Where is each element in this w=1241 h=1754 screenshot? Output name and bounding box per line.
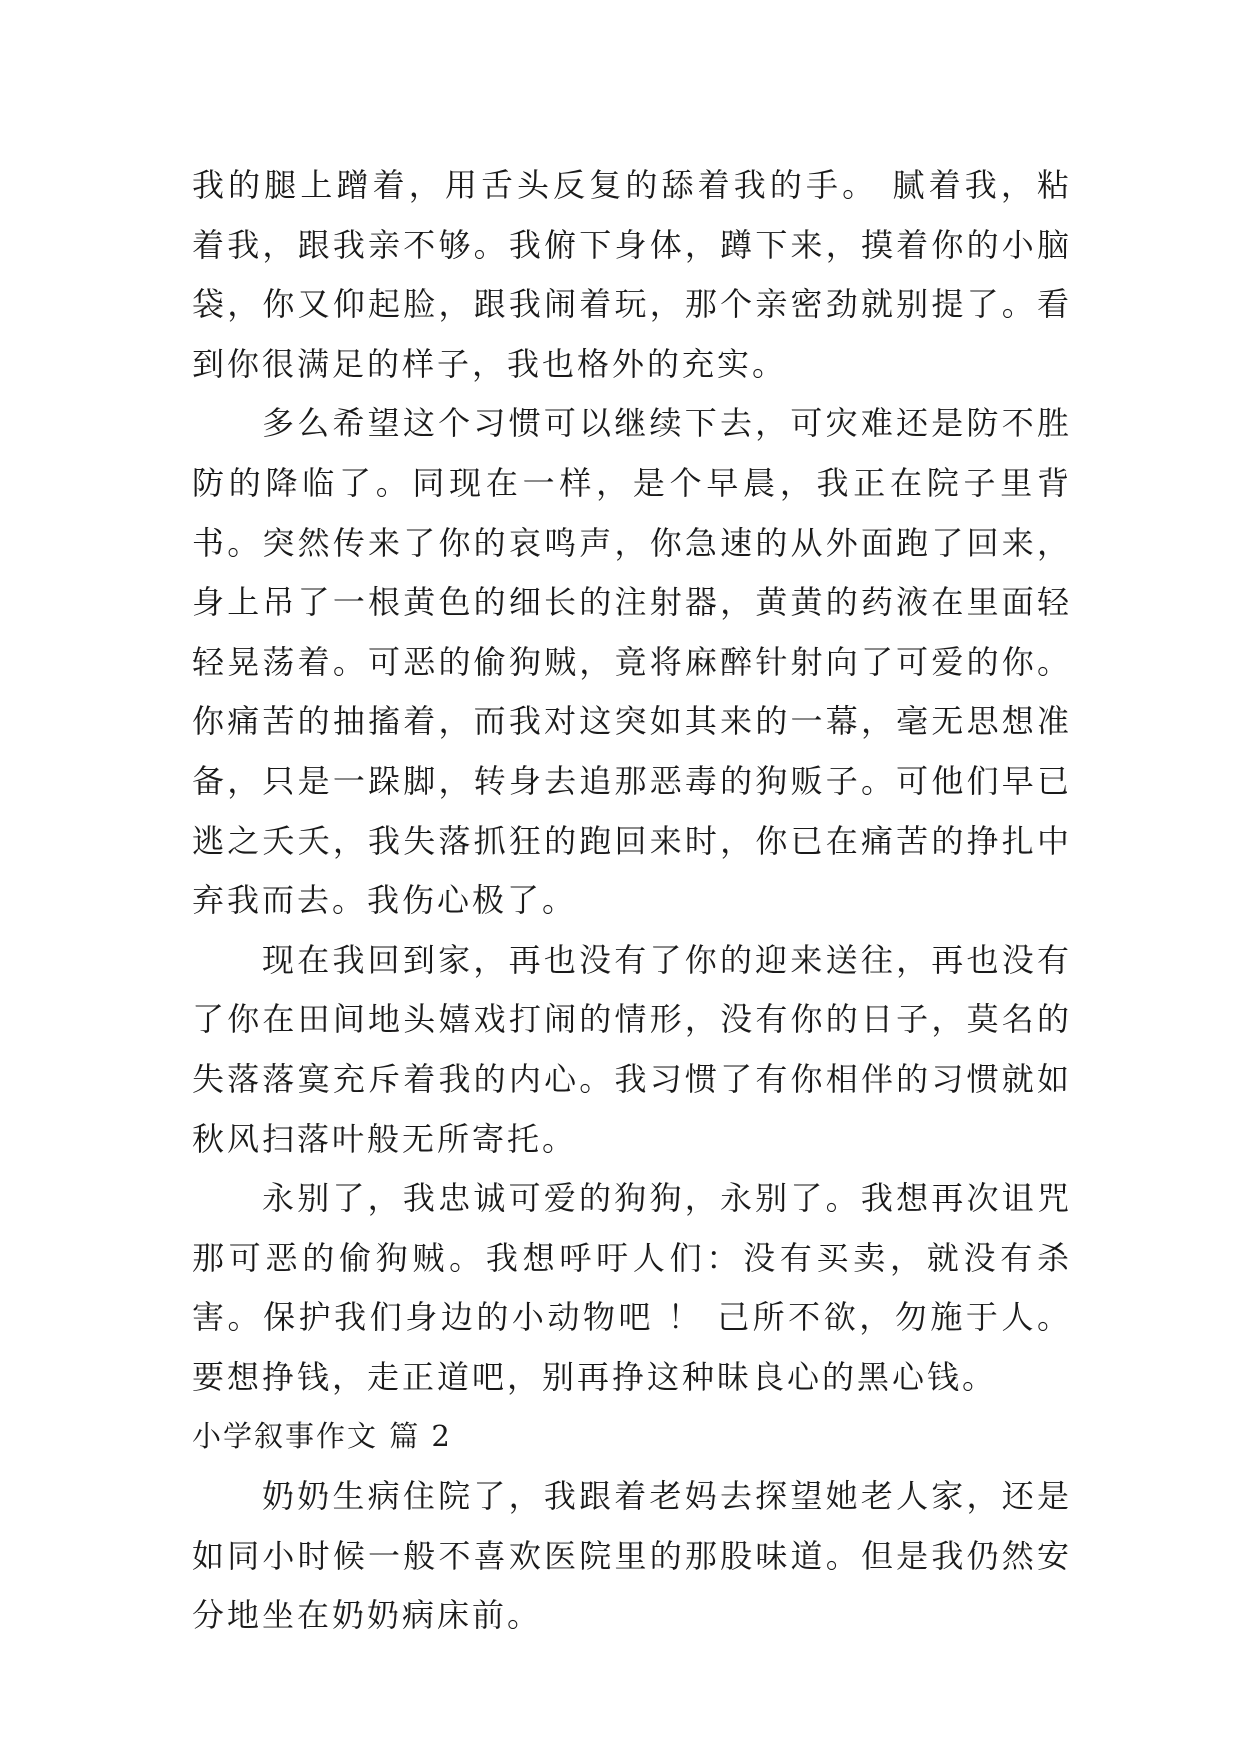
paragraph-missing-dog: 现在我回到家，再也没有了你的迎来送往，再也没有了你在田间地头嬉戏打闹的情形，没有你的日子，莫名的失落落寞充斥着我的内心。我习惯了有你相伴的习惯就如秋风扫落叶般无所寄托。 bbox=[192, 940, 1072, 1158]
section-heading: 小学叙事作文 篇 2 bbox=[192, 1419, 452, 1454]
paragraph-farewell: 永别了，我忠诚可爱的狗狗，永别了。我想再次诅咒那可恶的偷狗贼。我想呼吁人们：没有买卖，就没有杀害。保护我们身边的小动物吧 ！ 己所不欲，勿施于人。要想挣钱，走正道吧，别再挣这种昧良心的黑心钱。 bbox=[192, 1179, 1072, 1396]
paragraph-dog-affection: 我的腿上蹭着，用舌头反复的舔着我的手。 腻着我，粘着我，跟我亲不够。我俯下身体，蹲下来，摸着你的小脑袋，你又仰起脸，跟我闹着玩，那个亲密劲就别提了。看到你很满足的样子，我也格外的充实。 bbox=[192, 166, 1072, 383]
paragraph-dog-poisoned: 多么希望这个习惯可以继续下去，可灾难还是防不胜防的降临了。同现在一样，是个早晨，我正在院子里背书。突然传来了你的哀鸣声，你急速的从外面跑了回来，身上吊了一根黄色的细长的注射器，黄黄的药液在里面轻轻晃荡着。可恶的偷狗贼，竟将麻醉针射向了可爱的你。你痛苦的抽搐着，而我对这突如其来的一幕，毫无思想准备，只是一跺脚，转身去追那恶毒的狗贩子。可他们早已逃之夭夭，我失落抓狂的跑回来时，你已在痛苦的挣扎中弃我而去。我伤心极了。 bbox=[192, 404, 1072, 920]
document-body bbox=[192, 156, 1072, 1646]
paragraph-grandma-hospital: 奶奶生病住院了，我跟着老妈去探望她老人家，还是如同小时候一般不喜欢医院里的那股味道。但是我仍然安分地坐在奶奶病床前。 bbox=[192, 1477, 1072, 1635]
